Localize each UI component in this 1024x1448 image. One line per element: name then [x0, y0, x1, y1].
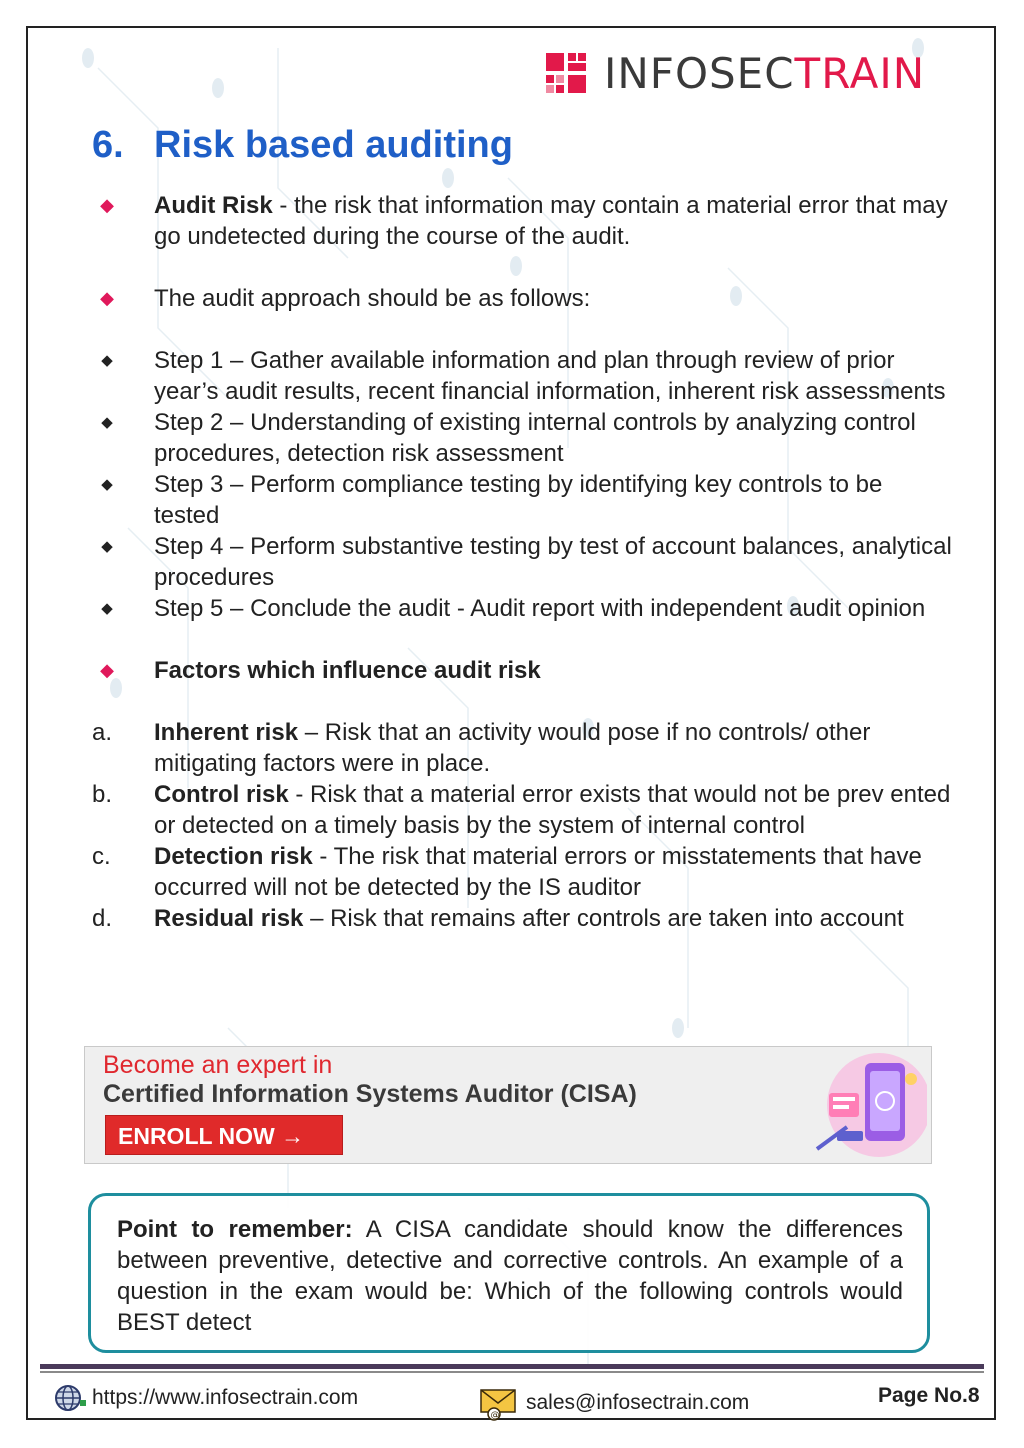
footer-email[interactable]: [480, 1384, 749, 1422]
website-link[interactable]: https://www.infosectrain.com: [92, 1386, 359, 1409]
bullet-audit-risk: [92, 190, 952, 252]
footer-divider: [40, 1364, 984, 1369]
banner-illustration-icon: [807, 1049, 927, 1161]
bullet-diamond-icon: ◆: [100, 195, 114, 215]
banner-tagline: Become an expert in: [103, 1051, 333, 1079]
bullet-approach: [92, 283, 952, 314]
factor-text: – Risk that remains after controls are taken into account: [303, 905, 904, 932]
section-title-text: Risk based auditing: [154, 124, 513, 166]
step-item: [92, 345, 952, 407]
approach-text: The audit approach should be as follows:: [154, 285, 591, 312]
factor-text: - The risk that material errors or misstatements that have occurred will not be detected by the IS auditor: [154, 843, 922, 901]
footer-website[interactable]: [52, 1384, 358, 1412]
step-diamond-icon: ◆: [101, 352, 113, 369]
section-content: [92, 190, 952, 934]
step-item: [92, 407, 952, 469]
factor-letter: b.: [92, 781, 113, 808]
logo-mark-icon: [546, 53, 588, 95]
step-diamond-icon: ◆: [101, 414, 113, 431]
infosectrain-logo: [546, 49, 926, 98]
section-number: 6.: [92, 124, 124, 166]
audit-risk-text: - the risk that information may contain a material error that may go undetected during the course of the audit.: [154, 192, 948, 250]
section-title: [92, 124, 513, 167]
enroll-now-button[interactable]: ENROLL NOW →: [105, 1115, 343, 1155]
svg-text:@: @: [490, 1410, 500, 1421]
bullet-factors-heading: [92, 655, 952, 686]
logo-wordmark: INFOSECTRAIN: [604, 49, 926, 98]
step-text: Step 2 – Understanding of existing internal controls by analyzing control procedures, detection risk assessment: [154, 409, 916, 467]
factor-term: Detection risk: [154, 843, 313, 870]
step-text: Step 4 – Perform substantive testing by test of account balances, analytical procedures: [154, 533, 952, 591]
factor-item: [92, 903, 952, 934]
step-diamond-icon: ◆: [101, 538, 113, 555]
step-item: [92, 593, 952, 624]
step-text: Step 3 – Perform compliance testing by identifying key controls to be tested: [154, 471, 883, 529]
factor-term: Inherent risk: [154, 719, 299, 746]
factor-text: - Risk that a material error exists that would not be prev ented or detected on a timely basis by the system of internal control: [154, 781, 951, 839]
factor-term: Control risk: [154, 781, 289, 808]
note-label: Point to remember:: [117, 1216, 353, 1243]
note-text: A CISA candidate should know the differences between preventive, detective and corrective controls. An example of a question in the exam would be: Which of the following controls would BEST detect: [117, 1216, 904, 1336]
factor-letter: d.: [92, 905, 113, 932]
point-to-remember-box: [88, 1193, 930, 1353]
factor-item: [92, 841, 952, 903]
bullet-diamond-icon: ◆: [100, 660, 114, 680]
step-item: [92, 531, 952, 593]
step-diamond-icon: ◆: [101, 476, 113, 493]
email-link[interactable]: sales@infosectrain.com: [526, 1391, 750, 1414]
page-number: Page No.8: [878, 1384, 980, 1407]
step-text: Step 5 – Conclude the audit - Audit report with independent audit opinion: [154, 595, 926, 622]
factors-heading: Factors which influence audit risk: [154, 657, 541, 684]
factor-item: [92, 779, 952, 841]
factor-letter: a.: [92, 719, 113, 746]
mail-icon: [480, 1388, 518, 1422]
bullet-diamond-icon: ◆: [100, 288, 114, 308]
cisa-promo-banner[interactable]: [84, 1046, 932, 1164]
step-text: Step 1 – Gather available information and plan through review of prior year’s audit results, recent financial information, inherent risk assessments: [154, 347, 946, 405]
term-audit-risk: Audit Risk: [154, 192, 273, 219]
step-diamond-icon: ◆: [101, 600, 113, 617]
step-item: [92, 469, 952, 531]
factor-item: [92, 717, 952, 779]
factor-letter: c.: [92, 843, 111, 870]
banner-course-title: Certified Information Systems Auditor (CISA): [103, 1080, 637, 1108]
globe-icon: [52, 1384, 88, 1412]
factor-text: – Risk that an activity would pose if no controls/ other mitigating factors were in place.: [154, 719, 871, 777]
footer-divider-thin: [40, 1371, 984, 1373]
factor-term: Residual risk: [154, 905, 304, 932]
